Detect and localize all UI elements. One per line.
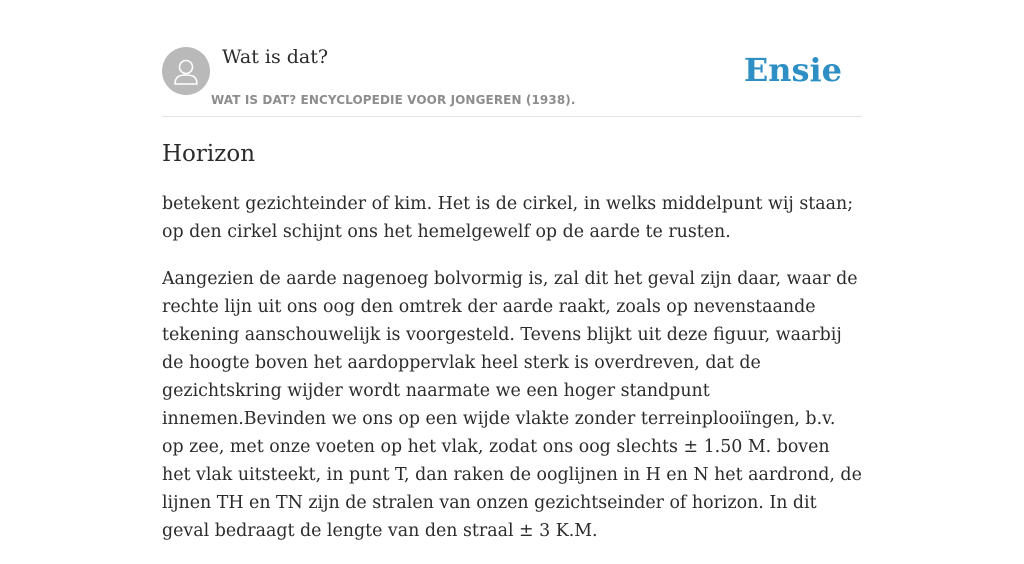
user-icon[interactable] — [162, 47, 210, 95]
article-paragraph-2: Aangezien de aarde nagenoeg bolvormig is, zal dit het geval zijn daar, waar de rechte lijn uit ons oog den omtrek der aarde raakt, zoals op nevenstaande tekening aanschouwelijk is voorgesteld. Tevens blijkt uit deze figuur, waarbij de hoogte boven het aardoppervlak heel sterk is overdreven, dat de gezichtskring wijder wordt naarmate we een hoger standpunt innemen.Bevinden we ons op een wijde vlakte zonder terreinplooiïngen, b.v. op zee, met onze voeten op het vlak, zodat ons oog slechts ± 1.50 M. boven het vlak uitsteekt, in punt T, dan raken de ooglijnen in H en N het aardrond, de lijnen TH en TN zijn de stralen van onzen gezichtseinder of horizon. In dit geval bedraagt de lengte van den straal ± 3 K.M. — [162, 269, 862, 541]
ensie-logo[interactable]: Ensie — [743, 51, 842, 89]
avatar-silhouette — [162, 47, 210, 95]
source-subtitle[interactable]: WAT IS DAT? ENCYCLOPEDIE VOOR JONGEREN (1938). — [211, 93, 576, 107]
source-header — [162, 46, 862, 117]
source-title[interactable]: Wat is dat? — [222, 46, 329, 68]
article — [162, 136, 862, 564]
article-title: Horizon — [162, 141, 256, 167]
article-paragraph-1: betekent gezichteinder of kim. Het is de cirkel, in welks middelpunt wij staan; op den cirkel schijnt ons het hemelgewelf op de aarde te rusten. — [162, 194, 854, 242]
